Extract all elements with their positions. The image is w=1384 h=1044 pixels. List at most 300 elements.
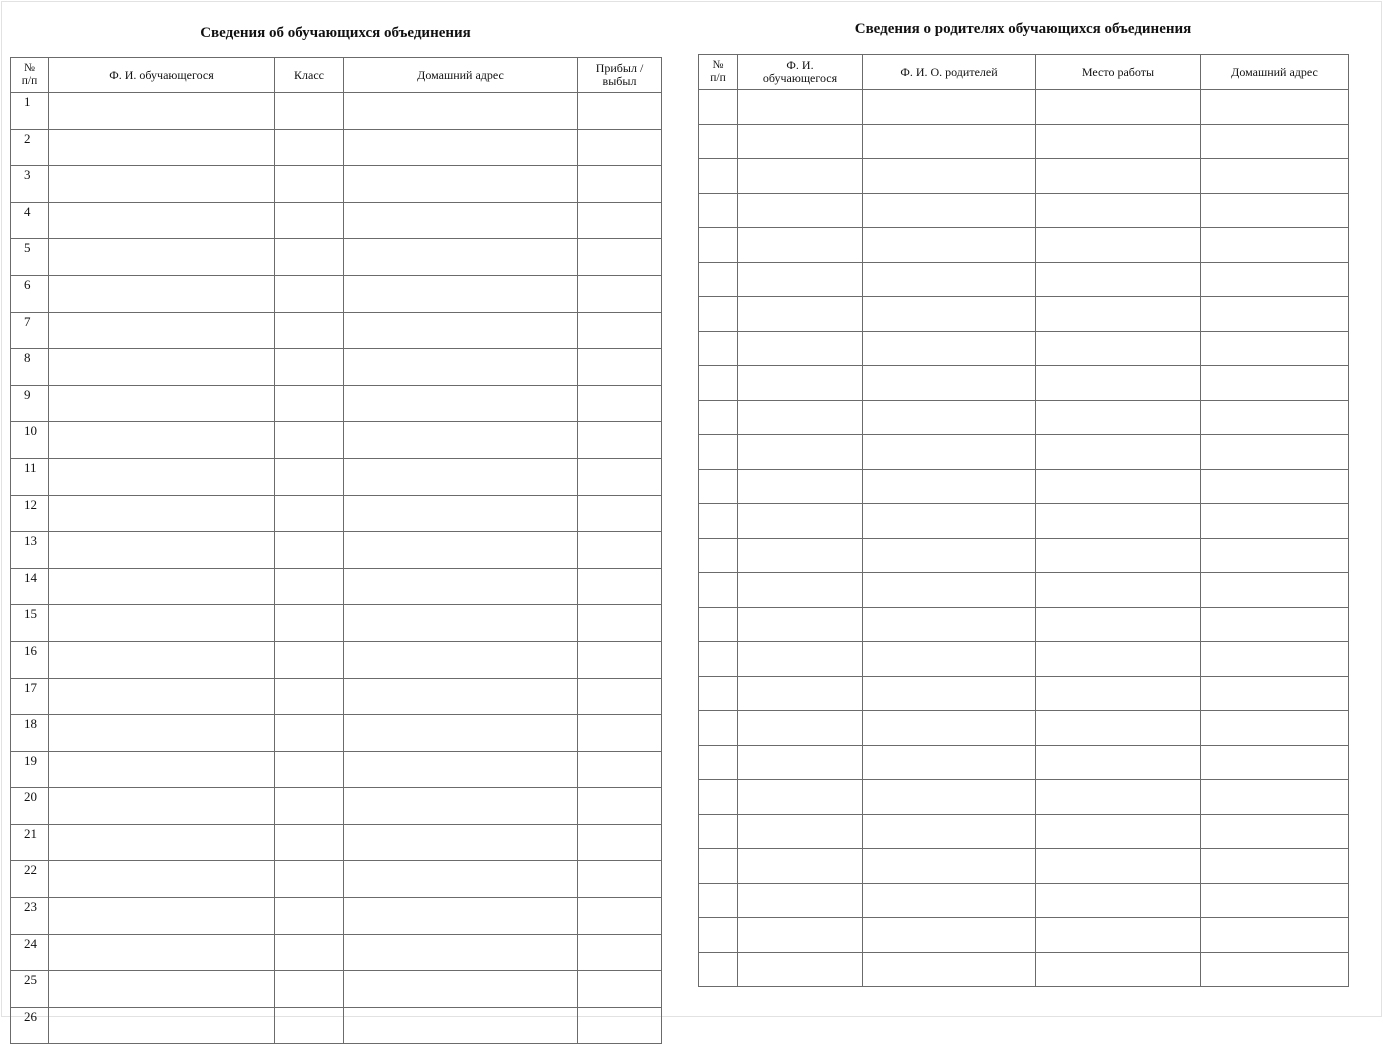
- grade-cell[interactable]: [275, 93, 344, 130]
- address-cell[interactable]: [1201, 435, 1349, 470]
- row-number: 3: [11, 166, 49, 203]
- parents-name-cell[interactable]: [863, 642, 1036, 677]
- address-cell[interactable]: [344, 641, 578, 678]
- arrived-left-cell[interactable]: [578, 458, 662, 495]
- row-number: 26: [11, 1007, 49, 1044]
- student-name-cell[interactable]: [49, 678, 275, 715]
- grade-cell[interactable]: [275, 1007, 344, 1044]
- student-name-cell[interactable]: [49, 788, 275, 825]
- arrived-left-cell[interactable]: [578, 1007, 662, 1044]
- arrived-left-cell[interactable]: [578, 532, 662, 569]
- student-name-cell[interactable]: [738, 607, 863, 642]
- grade-cell[interactable]: [275, 349, 344, 386]
- student-name-cell[interactable]: [49, 898, 275, 935]
- student-name-cell[interactable]: [49, 715, 275, 752]
- grade-cell[interactable]: [275, 312, 344, 349]
- grade-cell[interactable]: [275, 824, 344, 861]
- parents-table-title: Сведения о родителях обучающихся объединения: [854, 21, 1192, 37]
- student-name-cell[interactable]: [738, 918, 863, 953]
- table-row: [11, 239, 662, 276]
- student-name-cell[interactable]: [738, 331, 863, 366]
- student-name-cell[interactable]: [49, 166, 275, 203]
- address-cell[interactable]: [344, 312, 578, 349]
- table-row: [699, 573, 1349, 608]
- address-cell[interactable]: [1201, 262, 1349, 297]
- parents-name-cell[interactable]: [863, 918, 1036, 953]
- table-row: [11, 495, 662, 532]
- row-number-cell: [699, 504, 738, 539]
- row-number-cell: [699, 745, 738, 780]
- student-name-cell[interactable]: [738, 780, 863, 815]
- row-number: 20: [11, 788, 49, 825]
- grade-cell[interactable]: [275, 202, 344, 239]
- parents-name-cell[interactable]: [863, 814, 1036, 849]
- address-cell[interactable]: [1201, 780, 1349, 815]
- row-number: 21: [11, 824, 49, 861]
- address-cell[interactable]: [344, 934, 578, 971]
- table-row: [11, 93, 662, 130]
- row-number-cell: [699, 90, 738, 125]
- grade-cell[interactable]: [275, 788, 344, 825]
- parents-name-cell[interactable]: [863, 780, 1036, 815]
- row-number-cell: [699, 469, 738, 504]
- student-name-cell[interactable]: [49, 239, 275, 276]
- row-number-cell: [699, 366, 738, 401]
- student-name-cell[interactable]: [49, 568, 275, 605]
- row-number-cell: [699, 297, 738, 332]
- grade-cell[interactable]: [275, 532, 344, 569]
- row-number-cell: [699, 814, 738, 849]
- grade-cell[interactable]: [275, 166, 344, 203]
- address-cell[interactable]: [1201, 159, 1349, 194]
- row-number: 17: [11, 678, 49, 715]
- address-cell[interactable]: [344, 715, 578, 752]
- row-number: 10: [11, 422, 49, 459]
- arrived-left-cell[interactable]: [578, 788, 662, 825]
- student-name-cell[interactable]: [738, 849, 863, 884]
- address-cell[interactable]: [344, 824, 578, 861]
- table-row: [11, 824, 662, 861]
- row-number: 12: [11, 495, 49, 532]
- table-row: [11, 788, 662, 825]
- address-cell[interactable]: [344, 605, 578, 642]
- row-number-cell: [699, 952, 738, 987]
- table-row: [699, 297, 1349, 332]
- parents-name-cell[interactable]: [863, 331, 1036, 366]
- parents-name-cell[interactable]: [863, 90, 1036, 125]
- student-name-cell[interactable]: [49, 275, 275, 312]
- student-name-cell[interactable]: [49, 641, 275, 678]
- row-number: 1: [11, 93, 49, 130]
- workplace-cell[interactable]: [1036, 607, 1201, 642]
- address-cell[interactable]: [344, 751, 578, 788]
- address-cell[interactable]: [1201, 918, 1349, 953]
- student-name-cell[interactable]: [49, 129, 275, 166]
- address-cell[interactable]: [344, 861, 578, 898]
- student-name-cell[interactable]: [49, 861, 275, 898]
- header-arrived-left: Прибыл / выбыл: [578, 58, 662, 93]
- parents-name-cell[interactable]: [863, 504, 1036, 539]
- parents-name-cell[interactable]: [863, 228, 1036, 263]
- parents-name-cell[interactable]: [863, 435, 1036, 470]
- table-row: [11, 898, 662, 935]
- parents-name-cell[interactable]: [863, 159, 1036, 194]
- address-cell[interactable]: [1201, 228, 1349, 263]
- row-number: 13: [11, 532, 49, 569]
- student-name-cell[interactable]: [738, 435, 863, 470]
- grade-cell[interactable]: [275, 934, 344, 971]
- arrived-left-cell[interactable]: [578, 239, 662, 276]
- address-cell[interactable]: [344, 202, 578, 239]
- address-cell[interactable]: [1201, 124, 1349, 159]
- arrived-left-cell[interactable]: [578, 605, 662, 642]
- table-row: [699, 504, 1349, 539]
- grade-cell[interactable]: [275, 385, 344, 422]
- grade-cell[interactable]: [275, 568, 344, 605]
- table-row: [11, 458, 662, 495]
- address-cell[interactable]: [344, 93, 578, 130]
- address-cell[interactable]: [1201, 849, 1349, 884]
- arrived-left-cell[interactable]: [578, 385, 662, 422]
- workplace-cell[interactable]: [1036, 814, 1201, 849]
- workplace-cell[interactable]: [1036, 193, 1201, 228]
- header-workplace: Место работы: [1036, 55, 1201, 90]
- student-name-cell[interactable]: [738, 883, 863, 918]
- arrived-left-cell[interactable]: [578, 166, 662, 203]
- workplace-cell[interactable]: [1036, 400, 1201, 435]
- table-row: [11, 129, 662, 166]
- address-cell[interactable]: [1201, 711, 1349, 746]
- workplace-cell[interactable]: [1036, 918, 1201, 953]
- students-table-header-row: [11, 58, 662, 93]
- student-name-cell[interactable]: [49, 1007, 275, 1044]
- header-student-name: Ф. И. обучающегося: [738, 55, 863, 90]
- table-row: [11, 275, 662, 312]
- header-parents-name: Ф. И. О. родителей: [863, 55, 1036, 90]
- row-number: 14: [11, 568, 49, 605]
- address-cell[interactable]: [1201, 366, 1349, 401]
- arrived-left-cell[interactable]: [578, 824, 662, 861]
- parents-name-cell[interactable]: [863, 366, 1036, 401]
- arrived-left-cell[interactable]: [578, 495, 662, 532]
- workplace-cell[interactable]: [1036, 297, 1201, 332]
- parents-name-cell[interactable]: [863, 538, 1036, 573]
- student-name-cell[interactable]: [738, 745, 863, 780]
- grade-cell[interactable]: [275, 239, 344, 276]
- student-name-cell[interactable]: [49, 385, 275, 422]
- grade-cell[interactable]: [275, 129, 344, 166]
- arrived-left-cell[interactable]: [578, 641, 662, 678]
- workplace-cell[interactable]: [1036, 883, 1201, 918]
- row-number-cell: [699, 711, 738, 746]
- address-cell[interactable]: [344, 349, 578, 386]
- address-cell[interactable]: [1201, 469, 1349, 504]
- workplace-cell[interactable]: [1036, 676, 1201, 711]
- row-number: 24: [11, 934, 49, 971]
- student-name-cell[interactable]: [49, 202, 275, 239]
- student-name-cell[interactable]: [738, 193, 863, 228]
- table-row: [11, 751, 662, 788]
- row-number: 25: [11, 971, 49, 1008]
- address-cell[interactable]: [344, 898, 578, 935]
- workplace-cell[interactable]: [1036, 228, 1201, 263]
- row-number: 2: [11, 129, 49, 166]
- address-cell[interactable]: [344, 971, 578, 1008]
- arrived-left-cell[interactable]: [578, 898, 662, 935]
- row-number: 16: [11, 641, 49, 678]
- address-cell[interactable]: [1201, 90, 1349, 125]
- arrived-left-cell[interactable]: [578, 934, 662, 971]
- address-cell[interactable]: [1201, 814, 1349, 849]
- workplace-cell[interactable]: [1036, 124, 1201, 159]
- arrived-left-cell[interactable]: [578, 678, 662, 715]
- arrived-left-cell[interactable]: [578, 312, 662, 349]
- row-number-cell: [699, 400, 738, 435]
- student-name-cell[interactable]: [49, 422, 275, 459]
- student-name-cell[interactable]: [49, 93, 275, 130]
- parents-name-cell[interactable]: [863, 952, 1036, 987]
- student-name-cell[interactable]: [738, 228, 863, 263]
- workplace-cell[interactable]: [1036, 849, 1201, 884]
- arrived-left-cell[interactable]: [578, 861, 662, 898]
- row-number: 15: [11, 605, 49, 642]
- address-cell[interactable]: [344, 129, 578, 166]
- address-cell[interactable]: [1201, 504, 1349, 539]
- row-number-cell: [699, 676, 738, 711]
- student-name-cell[interactable]: [738, 262, 863, 297]
- address-cell[interactable]: [1201, 538, 1349, 573]
- address-cell[interactable]: [344, 568, 578, 605]
- student-name-cell[interactable]: [738, 573, 863, 608]
- parents-name-cell[interactable]: [863, 849, 1036, 884]
- parents-name-cell[interactable]: [863, 262, 1036, 297]
- table-row: [11, 202, 662, 239]
- address-cell[interactable]: [1201, 676, 1349, 711]
- grade-cell[interactable]: [275, 458, 344, 495]
- address-cell[interactable]: [1201, 573, 1349, 608]
- workplace-cell[interactable]: [1036, 262, 1201, 297]
- arrived-left-cell[interactable]: [578, 751, 662, 788]
- workplace-cell[interactable]: [1036, 538, 1201, 573]
- address-cell[interactable]: [344, 275, 578, 312]
- student-name-cell[interactable]: [49, 458, 275, 495]
- parents-name-cell[interactable]: [863, 745, 1036, 780]
- student-name-cell[interactable]: [49, 605, 275, 642]
- arrived-left-cell[interactable]: [578, 422, 662, 459]
- student-name-cell[interactable]: [738, 400, 863, 435]
- student-name-cell[interactable]: [738, 676, 863, 711]
- student-name-cell[interactable]: [738, 814, 863, 849]
- table-row: [699, 262, 1349, 297]
- table-row: [699, 952, 1349, 987]
- table-row: [699, 780, 1349, 815]
- arrived-left-cell[interactable]: [578, 202, 662, 239]
- parents-name-cell[interactable]: [863, 711, 1036, 746]
- table-row: [11, 568, 662, 605]
- table-row: [11, 532, 662, 569]
- student-name-cell[interactable]: [49, 349, 275, 386]
- address-cell[interactable]: [344, 1007, 578, 1044]
- grade-cell[interactable]: [275, 422, 344, 459]
- table-row: [699, 883, 1349, 918]
- row-number-cell: [699, 331, 738, 366]
- header-num: № п/п: [699, 55, 738, 90]
- student-name-cell[interactable]: [49, 532, 275, 569]
- student-name-cell[interactable]: [738, 124, 863, 159]
- student-name-cell[interactable]: [738, 538, 863, 573]
- address-cell[interactable]: [1201, 745, 1349, 780]
- table-row: [11, 678, 662, 715]
- workplace-cell[interactable]: [1036, 711, 1201, 746]
- parents-name-cell[interactable]: [863, 676, 1036, 711]
- address-cell[interactable]: [1201, 193, 1349, 228]
- address-cell[interactable]: [1201, 952, 1349, 987]
- parents-name-cell[interactable]: [863, 297, 1036, 332]
- address-cell[interactable]: [344, 166, 578, 203]
- grade-cell[interactable]: [275, 605, 344, 642]
- address-cell[interactable]: [1201, 331, 1349, 366]
- address-cell[interactable]: [344, 239, 578, 276]
- row-number-cell: [699, 607, 738, 642]
- table-row: [11, 385, 662, 422]
- table-row: [11, 166, 662, 203]
- grade-cell[interactable]: [275, 678, 344, 715]
- parents-name-cell[interactable]: [863, 124, 1036, 159]
- grade-cell[interactable]: [275, 715, 344, 752]
- header-student-name: Ф. И. обучающегося: [49, 58, 275, 93]
- row-number: 22: [11, 861, 49, 898]
- student-name-cell[interactable]: [49, 824, 275, 861]
- address-cell[interactable]: [1201, 400, 1349, 435]
- table-row: [699, 607, 1349, 642]
- student-name-cell[interactable]: [49, 934, 275, 971]
- student-name-cell[interactable]: [738, 159, 863, 194]
- table-row: [699, 228, 1349, 263]
- table-row: [11, 1007, 662, 1044]
- workplace-cell[interactable]: [1036, 435, 1201, 470]
- workplace-cell[interactable]: [1036, 504, 1201, 539]
- table-row: [11, 715, 662, 752]
- arrived-left-cell[interactable]: [578, 715, 662, 752]
- grade-cell[interactable]: [275, 751, 344, 788]
- address-cell[interactable]: [1201, 297, 1349, 332]
- header-home-address: Домашний адрес: [344, 58, 578, 93]
- parents-name-cell[interactable]: [863, 573, 1036, 608]
- row-number-cell: [699, 918, 738, 953]
- workplace-cell[interactable]: [1036, 469, 1201, 504]
- student-name-cell[interactable]: [49, 971, 275, 1008]
- table-row: [11, 422, 662, 459]
- address-cell[interactable]: [1201, 883, 1349, 918]
- table-row: [11, 605, 662, 642]
- grade-cell[interactable]: [275, 861, 344, 898]
- student-name-cell[interactable]: [49, 495, 275, 532]
- row-number-cell: [699, 159, 738, 194]
- parents-name-cell[interactable]: [863, 469, 1036, 504]
- table-row: [699, 538, 1349, 573]
- arrived-left-cell[interactable]: [578, 275, 662, 312]
- header-num: № п/п: [11, 58, 49, 93]
- table-row: [11, 934, 662, 971]
- parents-name-cell[interactable]: [863, 607, 1036, 642]
- arrived-left-cell[interactable]: [578, 129, 662, 166]
- header-home-address: Домашний адрес: [1201, 55, 1349, 90]
- address-cell[interactable]: [344, 495, 578, 532]
- workplace-cell[interactable]: [1036, 780, 1201, 815]
- student-name-cell[interactable]: [738, 504, 863, 539]
- row-number-cell: [699, 780, 738, 815]
- row-number: 5: [11, 239, 49, 276]
- row-number-cell: [699, 435, 738, 470]
- arrived-left-cell[interactable]: [578, 971, 662, 1008]
- address-cell[interactable]: [344, 458, 578, 495]
- row-number: 11: [11, 458, 49, 495]
- grade-cell[interactable]: [275, 898, 344, 935]
- arrived-left-cell[interactable]: [578, 349, 662, 386]
- address-cell[interactable]: [344, 788, 578, 825]
- student-name-cell[interactable]: [738, 711, 863, 746]
- grade-cell[interactable]: [275, 495, 344, 532]
- student-name-cell[interactable]: [738, 366, 863, 401]
- workplace-cell[interactable]: [1036, 573, 1201, 608]
- address-cell[interactable]: [344, 422, 578, 459]
- parents-name-cell[interactable]: [863, 883, 1036, 918]
- arrived-left-cell[interactable]: [578, 568, 662, 605]
- workplace-cell[interactable]: [1036, 90, 1201, 125]
- row-number-cell: [699, 262, 738, 297]
- address-cell[interactable]: [344, 678, 578, 715]
- table-row: [699, 849, 1349, 884]
- row-number: 6: [11, 275, 49, 312]
- workplace-cell[interactable]: [1036, 642, 1201, 677]
- row-number: 9: [11, 385, 49, 422]
- address-cell[interactable]: [344, 532, 578, 569]
- workplace-cell[interactable]: [1036, 159, 1201, 194]
- row-number-cell: [699, 642, 738, 677]
- student-name-cell[interactable]: [49, 751, 275, 788]
- address-cell[interactable]: [344, 385, 578, 422]
- workplace-cell[interactable]: [1036, 745, 1201, 780]
- student-name-cell[interactable]: [49, 312, 275, 349]
- student-name-cell[interactable]: [738, 642, 863, 677]
- table-row: [699, 814, 1349, 849]
- workplace-cell[interactable]: [1036, 366, 1201, 401]
- grade-cell[interactable]: [275, 971, 344, 1008]
- student-name-cell[interactable]: [738, 952, 863, 987]
- arrived-left-cell[interactable]: [578, 93, 662, 130]
- row-number-cell: [699, 849, 738, 884]
- parents-name-cell[interactable]: [863, 193, 1036, 228]
- address-cell[interactable]: [1201, 642, 1349, 677]
- parents-name-cell[interactable]: [863, 400, 1036, 435]
- grade-cell[interactable]: [275, 275, 344, 312]
- workplace-cell[interactable]: [1036, 331, 1201, 366]
- grade-cell[interactable]: [275, 641, 344, 678]
- table-row: [699, 331, 1349, 366]
- student-name-cell[interactable]: [738, 90, 863, 125]
- table-row: [699, 745, 1349, 780]
- student-name-cell[interactable]: [738, 297, 863, 332]
- table-row: [699, 469, 1349, 504]
- student-name-cell[interactable]: [738, 469, 863, 504]
- row-number: 19: [11, 751, 49, 788]
- table-row: [11, 641, 662, 678]
- table-row: [699, 124, 1349, 159]
- table-row: [11, 349, 662, 386]
- address-cell[interactable]: [1201, 607, 1349, 642]
- workplace-cell[interactable]: [1036, 952, 1201, 987]
- table-row: [699, 642, 1349, 677]
